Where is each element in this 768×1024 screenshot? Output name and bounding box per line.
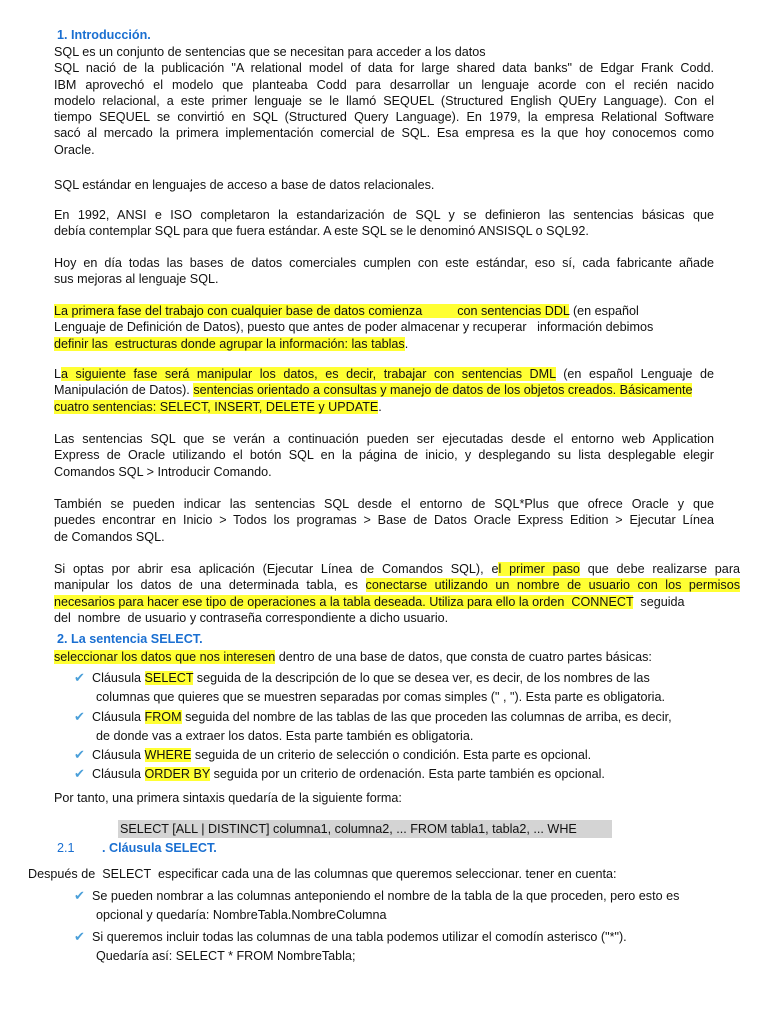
list-item-continuation: de donde vas a extraer los datos. Esta parte también es obligatoria. (96, 728, 474, 743)
text-span: Se pueden nombrar a las columnas anteponiendo el nombre de la tabla de la que proceden, pero esto es (92, 889, 680, 903)
list-item-continuation: Quedaría así: SELECT * FROM NombreTabla; (96, 948, 356, 963)
highlighted-text: primer paso (509, 562, 580, 576)
text-line: sus mejoras al lenguaje SQL. (54, 272, 219, 287)
text-line: de Comandos SQL. (54, 529, 165, 544)
text-line: debía contemplar SQL para que fuera estándar. A este SQL se le denominó ANSISQL o SQL92. (54, 224, 589, 239)
section-heading-select: 2. La sentencia SELECT. (57, 632, 203, 646)
check-icon: ✔ (74, 888, 85, 903)
text-span: seguida de un criterio de selección o condición. Esta parte es opcional. (191, 748, 592, 763)
keyword-highlight: FROM (144, 709, 182, 724)
list-item (74, 709, 724, 725)
text-span: seguida de la descripción de lo que se desea ver, es decir, de los nombres de las (193, 671, 650, 685)
check-icon: ✔ (74, 928, 85, 944)
text-line: Comandos SQL > Introducir Comando. (54, 464, 272, 479)
text-line: Las sentencias SQL que se verán a continuación pueden ser ejecutadas desde el entorno web Application (54, 432, 714, 446)
paragraph-sintaxis: Por tanto, una primera sintaxis quedaría de la siguiente forma: (54, 791, 402, 805)
text-span: Cláusula (92, 748, 145, 763)
paragraph-ansi (54, 207, 714, 240)
bullet-list-columnas (74, 888, 734, 964)
highlighted-text: conectarse utilizando un nombre de usuario con los permisos (365, 578, 740, 593)
text-span: . (404, 336, 409, 351)
list-item (74, 929, 734, 945)
check-icon: ✔ (74, 670, 85, 685)
text-span: Cláusula (92, 671, 145, 685)
text-line: sacó al mercado la primera implementación comercial de SQL. Esa empresa es la que hoy conocemos como (54, 126, 714, 141)
text-span: L (54, 367, 62, 381)
text-span: Cláusula (92, 709, 145, 724)
paragraph-dml (54, 366, 714, 415)
text-span: (en español (569, 304, 639, 318)
text-span: seguida por un criterio de ordenación. Esta parte también es opcional. (210, 767, 605, 782)
highlighted-text: seleccionar los datos que nos interesen (54, 650, 276, 664)
text-span: Si optas por abrir esa aplicación (Ejecutar Línea de Comandos SQL), e (54, 562, 499, 576)
text-line: puedes encontrar en Inicio > Todos los programas > Base de Datos Oracle Express Edition > Ejecutar Línea (54, 513, 714, 528)
section-heading-clausula-select: . Cláusula SELECT. (102, 841, 217, 855)
paragraph-despues-select: Después de SELECT especificar cada una de las columnas que queremos seleccionar. tener en cuenta: (28, 867, 617, 881)
text-line: del nombre de usuario y contraseña correspondiente a dicho usuario. (54, 610, 449, 625)
paragraph-bases-comerciales (54, 255, 714, 288)
code-text: SELECT [ALL | DISTINCT] columna1, columna2, ... FROM tabla1, tabla2, ... WHE (120, 822, 577, 836)
text-line: SQL es un conjunto de sentencias que se necesitan para acceder a los datos (54, 45, 486, 59)
code-syntax (118, 820, 612, 838)
section-heading-introduccion: 1. Introducción. (57, 28, 151, 42)
text-line: modelo relacional, a este primer lenguaje se le llamó SEQUEL (Structured English QUEry Language). Con el (54, 93, 714, 108)
highlighted-text: sentencias orientado a consultas y manejo de datos de los objetos creados. Básicamente (193, 383, 693, 398)
text-line: Express de Oracle utilizando el botón SQL en la página de inicio, y desplegando su lista desplegable elegir (54, 448, 714, 463)
check-icon: ✔ (74, 766, 85, 782)
text-line: Hoy en día todas las bases de datos comerciales cumplen con este estándar, eso sí, cada fabricante añade (54, 256, 714, 270)
highlighted-text: definir las estructuras donde agrupar la información: las tablas (54, 336, 405, 351)
text-span: que debe realizarse para (579, 562, 741, 576)
keyword-highlight: WHERE (144, 748, 192, 763)
highlighted-text: l (498, 562, 510, 576)
paragraph-sqlplus (54, 496, 714, 545)
text-span: seguida (633, 594, 685, 609)
text-span: Cláusula (92, 767, 145, 782)
check-icon: ✔ (74, 747, 85, 763)
text-span: (en español Lenguaje de (555, 367, 714, 381)
text-line: SQL nació de la publicación "A relational model of data for large shared data banks" de Edgar Frank Codd. (54, 61, 714, 76)
check-icon: ✔ (74, 708, 85, 724)
list-item-continuation: opcional y quedaría: NombreTabla.NombreColumna (96, 908, 387, 923)
bullet-list-clausulas (74, 670, 724, 783)
list-item (74, 888, 734, 904)
highlighted-text: cuatro sentencias: SELECT, INSERT, DELETE y UPDATE (54, 399, 379, 414)
text-span: Si queremos incluir todas las columnas de una tabla podemos utilizar el comodín asterisco ("*"). (92, 929, 627, 944)
text-line: Oracle. (54, 142, 95, 157)
paragraph-seleccionar (54, 649, 652, 665)
text-span: dentro de una base de datos, que consta de cuatro partes básicas: (275, 650, 652, 664)
paragraph-application-express (54, 431, 714, 480)
text-span: manipular los datos de una determinada tabla, es (54, 578, 366, 593)
highlighted-text: La primera fase del trabajo con cualquier base de datos comienza con sentencias DDL (54, 304, 570, 318)
list-item-continuation: columnas que quieres que se muestren separadas por comas simples (" , "). Esta parte es obligatoria. (96, 690, 665, 705)
list-item (74, 766, 724, 782)
text-line: tiempo SEQUEL se convirtió en SQL (Structured Query Language). En 1979, la empresa Relational Software (54, 110, 714, 125)
paragraph-primer-paso (54, 561, 740, 626)
text-line: IBM aprovechó el modelo que planteaba Codd para desarrollar un lenguaje acorde con el recién nacido (54, 77, 714, 92)
highlighted-text: necesarios para hacer ese tipo de operaciones a la tabla deseada. Utiliza para ello la orden CONNECT (54, 594, 634, 609)
paragraph-ddl (54, 303, 714, 352)
keyword-highlight: ORDER BY (144, 767, 211, 782)
highlighted-text: a siguiente fase será manipular los datos, es decir, trabajar con sentencias DML (61, 367, 556, 381)
keyword-highlight: SELECT (144, 671, 194, 685)
list-item (74, 670, 724, 686)
text-span: . (378, 399, 382, 414)
text-line: Lenguaje de Definición de Datos), puesto que antes de poder almacenar y recuperar información debimos (54, 320, 654, 335)
section-number: 2.1 (57, 841, 75, 855)
text-line: En 1992, ANSI e ISO completaron la estandarización de SQL y se definieron las sentencias básicas que (54, 208, 714, 222)
text-line: También se pueden indicar las sentencias SQL desde el entorno de SQL*Plus que ofrece Oracle y que (54, 497, 714, 511)
list-item (74, 747, 724, 763)
paragraph-sql-estandar: SQL estándar en lenguajes de acceso a base de datos relacionales. (54, 178, 435, 192)
text-span: seguida del nombre de las tablas de las que proceden las columnas de arriba, es decir, (181, 709, 672, 724)
paragraph-intro (54, 44, 714, 158)
text-span: Manipulación de Datos). (54, 383, 194, 398)
